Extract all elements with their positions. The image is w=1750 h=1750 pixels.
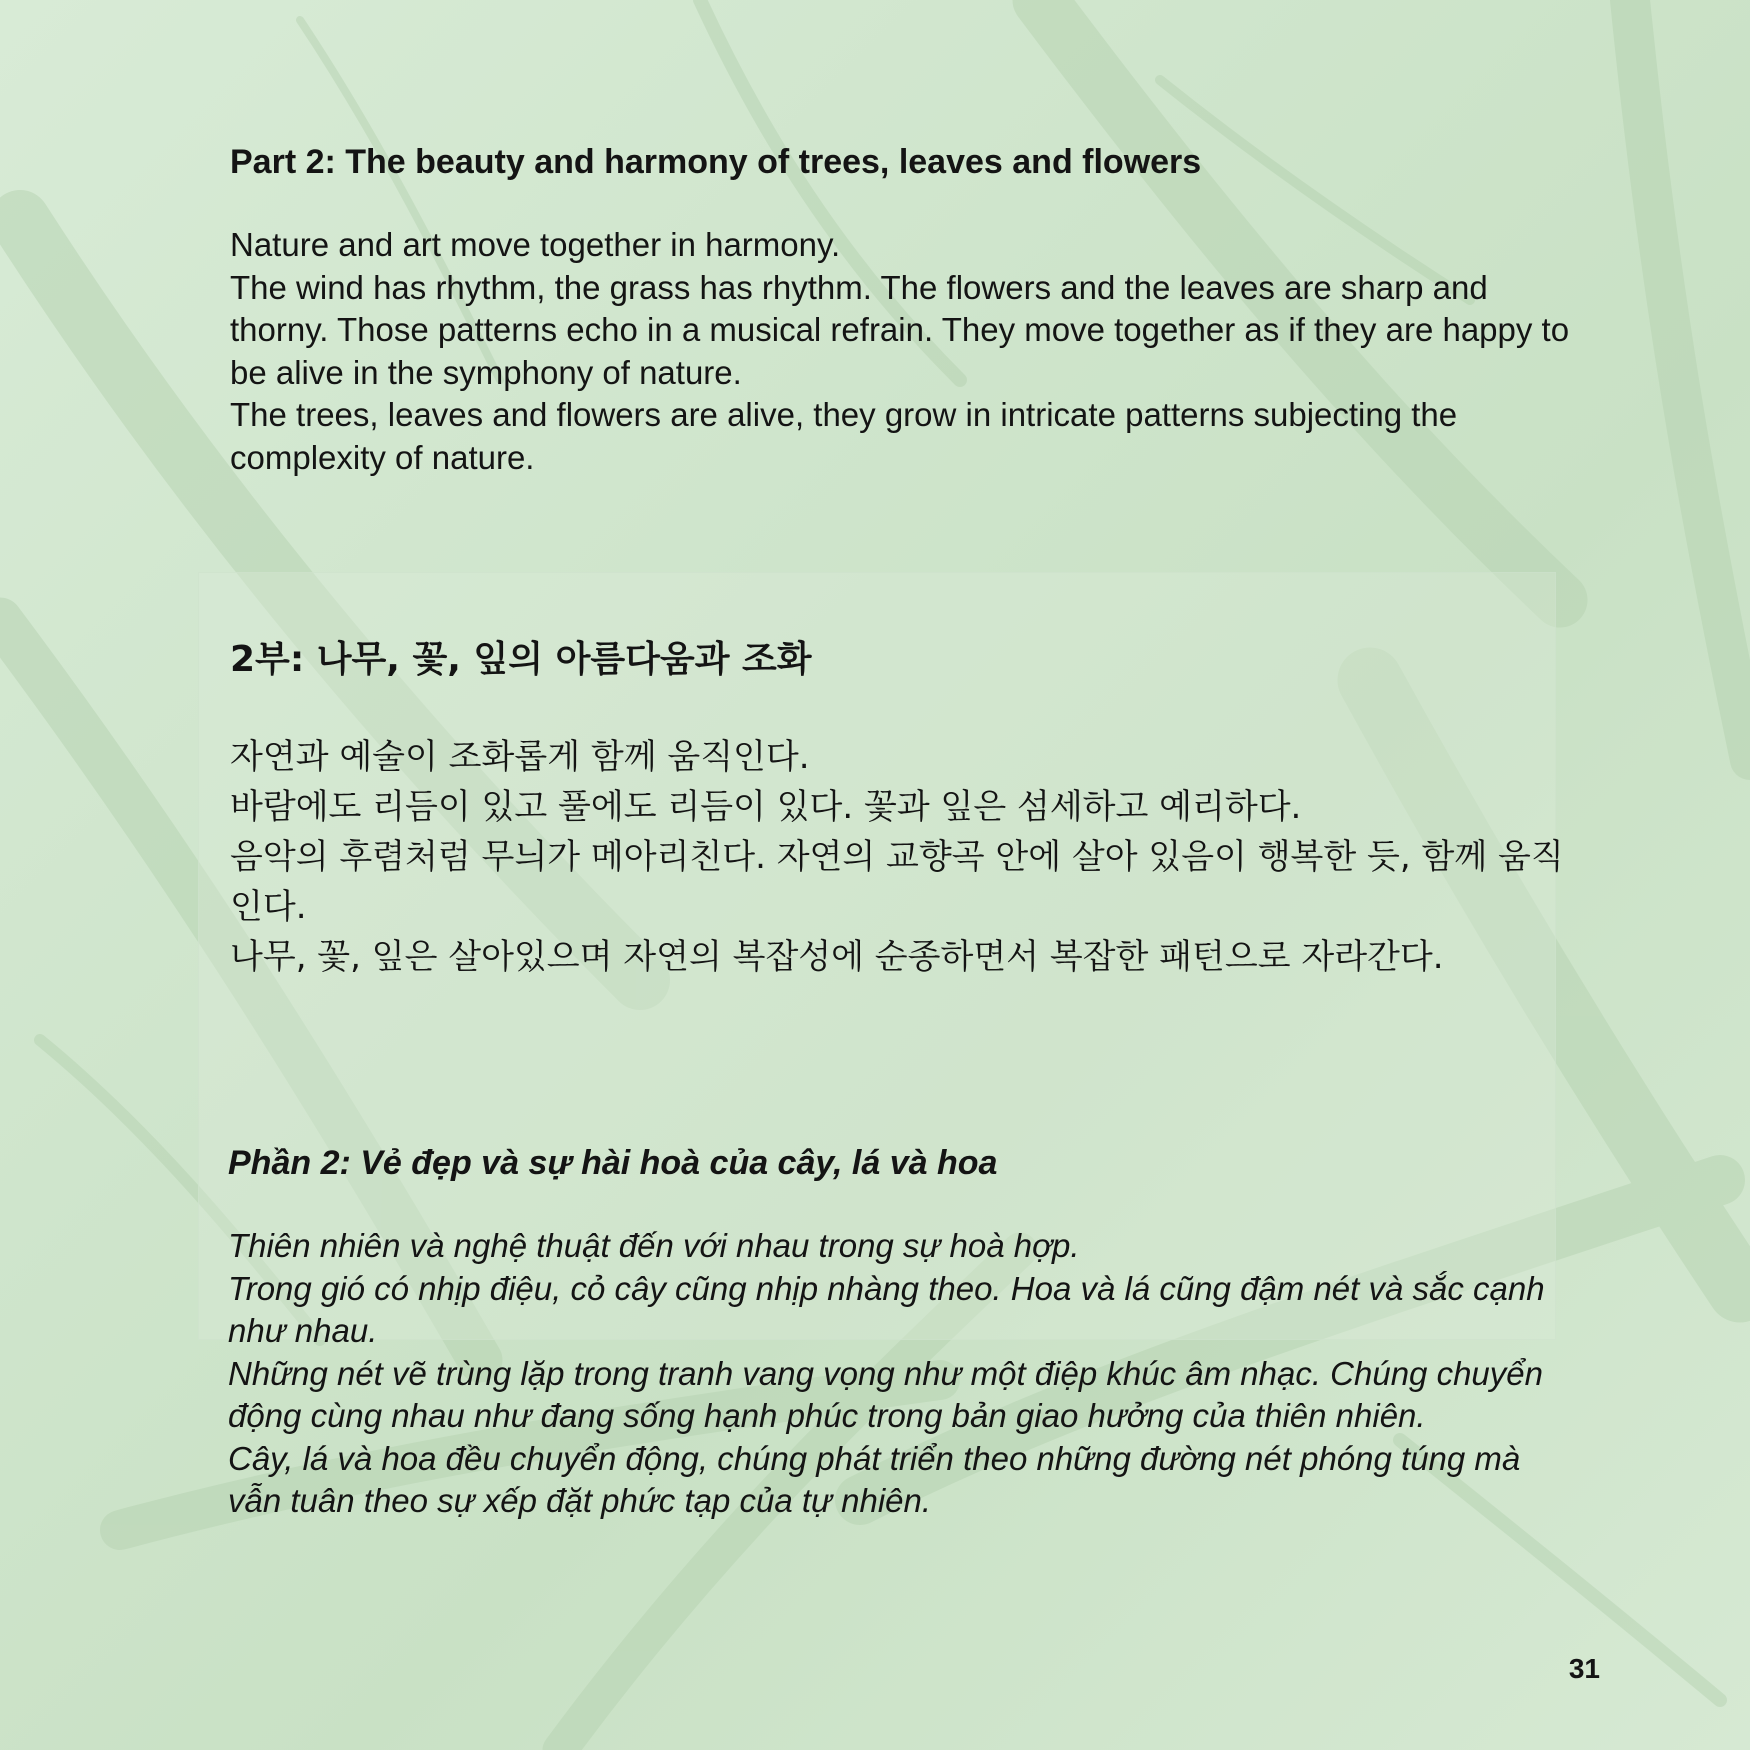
english-paragraph: Nature and art move together in harmony.: [230, 226, 841, 263]
vietnamese-body: [228, 1225, 1568, 1523]
page-number: 31: [1568, 1653, 1600, 1684]
vietnamese-section: [228, 1143, 1568, 1523]
korean-paragraph: 나무, 꽃, 잎은 살아있으며 자연의 복잡성에 순종하면서 복잡한 패턴으로 자라간다.: [230, 937, 1444, 977]
vietnamese-paragraph: Thiên nhiên và nghệ thuật đến với nhau trong sự hoà hợp.: [228, 1227, 1080, 1264]
korean-section: [230, 636, 1570, 982]
brush-stroke: [1630, 0, 1750, 760]
korean-paragraph: 바람에도 리듬이 있고 풀에도 리듬이 있다. 꽃과 잎은 섬세하고 예리하다.: [230, 787, 1302, 827]
english-body: [230, 224, 1570, 479]
english-heading: Part 2: The beauty and harmony of trees, leaves and flowers: [230, 143, 1202, 181]
vietnamese-heading: Phần 2: Vẻ đẹp và sự hài hoà của cây, lá và hoa: [228, 1144, 998, 1182]
korean-paragraph: 음악의 후렴처럼 무늬가 메아리친다. 자연의 교향곡 안에 살아 있음이 행복한 듯, 함께 움직인다.: [230, 837, 1564, 927]
vietnamese-paragraph: Cây, lá và hoa đều chuyển động, chúng phát triển theo những đường nét phóng túng mà vẫn tuân theo sự xếp đặt phức tạp của tự nhiên.: [228, 1439, 1521, 1519]
english-paragraph: The trees, leaves and flowers are alive, they grow in intricate patterns subjecting the complexity of nature.: [230, 396, 1458, 476]
korean-paragraph: 자연과 예술이 조화롭게 함께 움직인다.: [230, 737, 810, 777]
korean-heading: 2부: 나무, 꽃, 잎의 아름다움과 조화: [230, 639, 812, 680]
english-section: [230, 142, 1570, 479]
korean-body: [230, 732, 1570, 982]
vietnamese-paragraph: Những nét vẽ trùng lặp trong tranh vang vọng như một điệp khúc âm nhạc. Chúng chuyển động cùng nhau như đang sống hạnh phúc trong bản giao hưởng của thiên nhiên.: [228, 1354, 1543, 1434]
vietnamese-paragraph: Trong gió có nhịp điệu, cỏ cây cũng nhịp nhàng theo. Hoa và lá cũng đậm nét và sắc cạnh như nhau.: [228, 1269, 1545, 1349]
english-paragraph: The wind has rhythm, the grass has rhythm. The flowers and the leaves are sharp and thorny. Those patterns echo in a musical refrain. They move together as if they are happy to be alive in the symphony of nature.: [230, 268, 1570, 391]
